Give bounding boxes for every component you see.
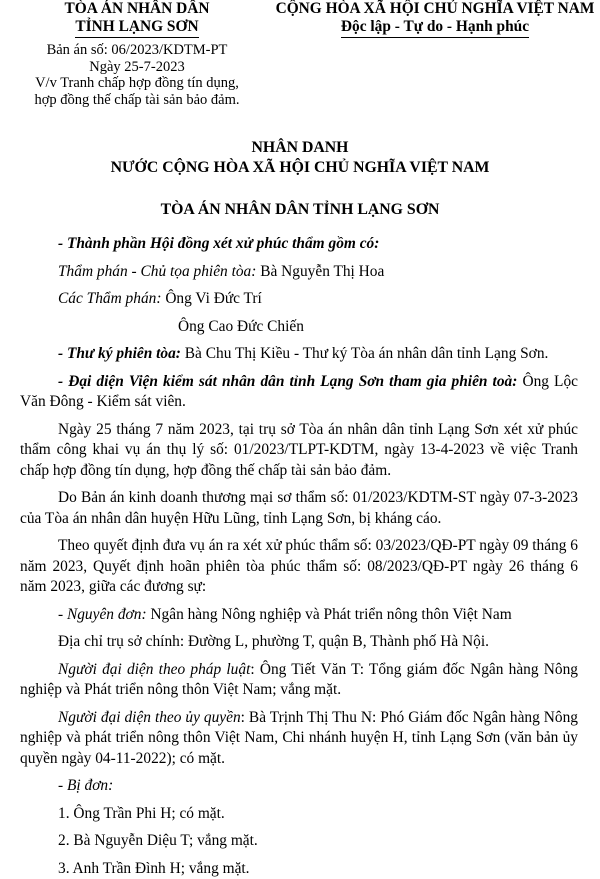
judgment-body <box>20 234 578 879</box>
court-clerk: - Thư ký phiên tòa: Bà Chu Thị Kiều - Thư ký Tòa án nhân dân tỉnh Lạng Sơn. <box>20 344 578 365</box>
title-court: TÒA ÁN NHÂN DÂN TỈNH LẠNG SƠN <box>0 200 600 220</box>
plaintiff: - Nguyên đơn: Ngân hàng Nông nghiệp và Phát triển nông thôn Việt Nam <box>20 605 578 626</box>
appeal-paragraph: Do Bản án kinh doanh thương mại sơ thẩm số: 01/2023/KDTM-ST ngày 07-3-2023 của Tòa án nhân dân huyện Hữu Lũng, tỉnh Lạng Sơn, bị kháng cáo. <box>20 488 578 529</box>
national-header <box>270 0 600 38</box>
panel-judges: Các Thẩm phán: Ông Vi Đức Trí <box>20 289 578 310</box>
case-number: Bản án số: 06/2023/KDTM-PT <box>12 42 262 59</box>
judgment-date: Ngày 25-7-2023 <box>12 59 262 76</box>
court-province: TỈNH LẠNG SƠN <box>75 18 198 38</box>
hearing-paragraph: Ngày 25 tháng 7 năm 2023, tại trụ sở Tòa án nhân dân tỉnh Lạng Sơn xét xử phúc thẩm công khai vụ án thụ lý số: 01/2023/TLPT-KDTM, ngày 13-4-2023 về việc Tranh chấp hợp đồng tín dụng, hợp đồng thế chấp tài sản bảo đảm. <box>20 420 578 482</box>
panel-heading: - Thành phần Hội đồng xét xử phúc thẩm gồm có: <box>20 234 578 255</box>
presiding-judge: Thẩm phán - Chủ tọa phiên tòa: Bà Nguyễn Thị Hoa <box>20 262 578 283</box>
defendant-1: 1. Ông Trần Phi H; có mặt. <box>20 804 578 825</box>
defendant-2: 2. Bà Nguyễn Diệu T; vắng mặt. <box>20 831 578 852</box>
panel-judge-2: Ông Cao Đức Chiến <box>20 317 578 338</box>
national-motto: Độc lập - Tự do - Hạnh phúc <box>341 18 529 38</box>
case-subject-line-2: hợp đồng thế chấp tài sản bảo đảm. <box>12 92 262 109</box>
court-header <box>12 0 262 108</box>
defendant-heading: - Bị đơn: <box>20 776 578 797</box>
case-subject-line-1: V/v Tranh chấp hợp đồng tín dụng, <box>12 75 262 92</box>
defendant-3: 3. Anh Trần Đình H; vắng mặt. <box>20 859 578 879</box>
decision-paragraph: Theo quyết định đưa vụ án ra xét xử phúc thẩm số: 03/2023/QĐ-PT ngày 09 tháng 6 năm 2023, Quyết định hoãn phiên tòa phúc thẩm số: 08/2023/QĐ-PT ngày 26 tháng 6 năm 2023, giữa các đương sự: <box>20 536 578 598</box>
plaintiff-address: Địa chỉ trụ sở chính: Đường L, phường T, quận B, Thành phố Hà Nội. <box>20 632 578 653</box>
prosecutor: - Đại diện Viện kiểm sát nhân dân tỉnh Lạng Sơn tham gia phiên toà: Ông Lộc Văn Đông - Kiểm sát viên. <box>20 372 578 413</box>
authorized-representative: Người đại diện theo ủy quyền: Bà Trịnh Thị Thu N: Phó Giám đốc Ngân hàng Nông nghiệp và phát triển nông thôn Việt Nam, Chi nhánh huyện H, tỉnh Lạng Sơn (văn bản ủy quyền ngày 04-11-2022); có mặt. <box>20 708 578 770</box>
legal-representative: Người đại diện theo pháp luật: Ông Tiết Văn T: Tổng giám đốc Ngân hàng Nông nghiệp và Phát triển nông thôn Việt Nam; vắng mặt. <box>20 660 578 701</box>
title-republic: NƯỚC CỘNG HÒA XÃ HỘI CHỦ NGHĨA VIỆT NAM <box>0 158 600 178</box>
court-name: TÒA ÁN NHÂN DÂN <box>12 0 262 18</box>
national-title: CỘNG HÒA XÃ HỘI CHỦ NGHĨA VIỆT NAM <box>270 0 600 18</box>
title-in-the-name: NHÂN DANH <box>0 138 600 158</box>
